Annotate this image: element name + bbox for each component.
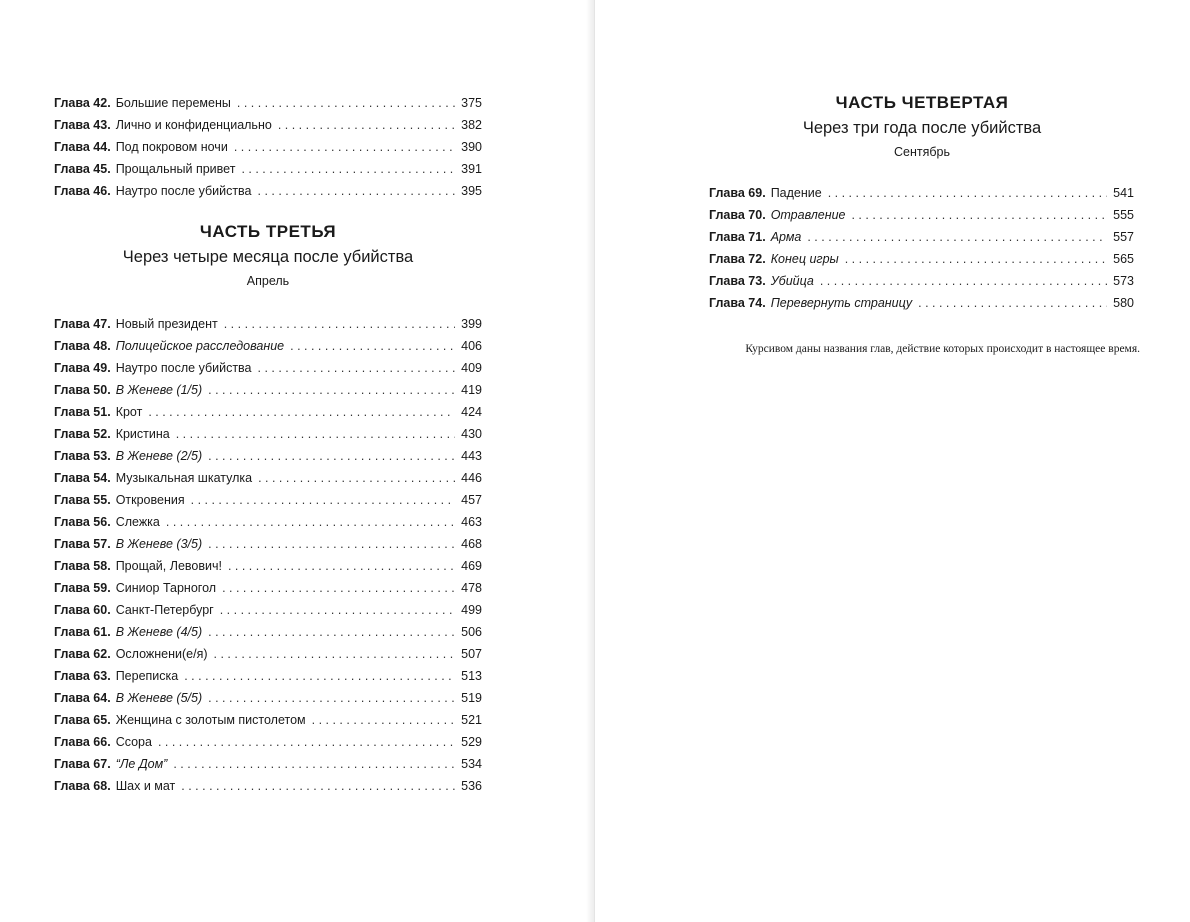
chapter-title: Отравление: [770, 208, 846, 222]
page-number: 399: [461, 317, 482, 331]
toc-entry: [54, 533, 482, 555]
page-number: 468: [461, 537, 482, 551]
chapter-number: Глава 65.: [54, 713, 111, 727]
page-number: 409: [461, 361, 482, 375]
page-number: 375: [461, 96, 482, 110]
toc-entry: [709, 292, 1134, 314]
dot-leader: [258, 357, 455, 379]
dot-leader: [237, 92, 455, 114]
chapter-title: Прощай, Левович!: [115, 559, 222, 573]
dot-leader: [220, 599, 455, 621]
page-number: 395: [461, 184, 482, 198]
toc-list-part-three: [54, 313, 482, 797]
chapter-number: Глава 47.: [54, 317, 111, 331]
chapter-title: Переписка: [115, 669, 179, 683]
chapter-number: Глава 49.: [54, 361, 111, 375]
toc-entry: [709, 270, 1134, 292]
chapter-number: Глава 72.: [709, 252, 766, 266]
chapter-title: В Женеве (2/5): [115, 449, 203, 463]
chapter-title: Полицейское расследование: [115, 339, 285, 353]
page-number: 529: [461, 735, 482, 749]
dot-leader: [222, 577, 455, 599]
chapter-number: Глава 66.: [54, 735, 111, 749]
page-number: 513: [461, 669, 482, 683]
chapter-title: Падение: [770, 186, 822, 200]
italic-note: Курсивом даны названия глав, действие которых происходит в настоящее время.: [745, 343, 1140, 355]
part-subtitle: Через три года после убийства: [802, 119, 1042, 137]
dot-leader: [208, 533, 455, 555]
page-number: 382: [461, 118, 482, 132]
chapter-number: Глава 55.: [54, 493, 111, 507]
page-number: 507: [461, 647, 482, 661]
dot-leader: [166, 511, 455, 533]
part-subtitle: Через четыре месяца после убийства: [122, 248, 414, 266]
page-number: 391: [461, 162, 482, 176]
toc-entry: [54, 335, 482, 357]
dot-leader: [184, 665, 455, 687]
dot-leader: [208, 445, 455, 467]
dot-leader: [191, 489, 455, 511]
chapter-number: Глава 69.: [709, 186, 766, 200]
dot-leader: [208, 687, 455, 709]
chapter-number: Глава 56.: [54, 515, 111, 529]
chapter-number: Глава 53.: [54, 449, 111, 463]
chapter-title: Лично и конфиденциально: [115, 118, 272, 132]
toc-entry: [709, 182, 1134, 204]
chapter-number: Глава 73.: [709, 274, 766, 288]
part-month: Апрель: [246, 274, 290, 288]
chapter-title: Шах и мат: [115, 779, 176, 793]
toc-entry: [54, 313, 482, 335]
part-month: Сентябрь: [894, 145, 950, 159]
toc-entry: [54, 158, 482, 180]
toc-entry: [54, 599, 482, 621]
chapter-number: Глава 46.: [54, 184, 111, 198]
toc-entry: [709, 226, 1134, 248]
dot-leader: [176, 423, 455, 445]
chapter-number: Глава 54.: [54, 471, 111, 485]
page-number: 443: [461, 449, 482, 463]
page-number: 406: [461, 339, 482, 353]
dot-leader: [828, 182, 1107, 204]
part-title: ЧАСТЬ ЧЕТВЕРТАЯ: [835, 93, 1009, 112]
toc-entry: [54, 687, 482, 709]
toc-entry: [54, 136, 482, 158]
toc-entry: [54, 423, 482, 445]
chapter-number: Глава 43.: [54, 118, 111, 132]
chapter-title: Арма: [770, 230, 802, 244]
dot-leader: [214, 643, 455, 665]
chapter-number: Глава 71.: [709, 230, 766, 244]
dot-leader: [228, 555, 455, 577]
toc-entry: [54, 753, 482, 775]
chapter-number: Глава 44.: [54, 140, 111, 154]
toc-entry: [54, 379, 482, 401]
toc-entry: [54, 577, 482, 599]
chapter-title: Ссора: [115, 735, 152, 749]
chapter-title: Музыкальная шкатулка: [115, 471, 253, 485]
dot-leader: [241, 158, 455, 180]
page-number: 506: [461, 625, 482, 639]
page-number: 573: [1113, 274, 1134, 288]
dot-leader: [290, 335, 455, 357]
chapter-title: Санкт-Петербург: [115, 603, 214, 617]
chapter-number: Глава 70.: [709, 208, 766, 222]
chapter-title: Откровения: [115, 493, 185, 507]
dot-leader: [234, 136, 455, 158]
chapter-title: Слежка: [115, 515, 160, 529]
chapter-title: В Женеве (5/5): [115, 691, 203, 705]
chapter-title: Наутро после убийства: [115, 361, 252, 375]
dot-leader: [845, 248, 1107, 270]
page-number: 424: [461, 405, 482, 419]
chapter-number: Глава 63.: [54, 669, 111, 683]
dot-leader: [258, 180, 455, 202]
page-number: 478: [461, 581, 482, 595]
dot-leader: [173, 753, 455, 775]
chapter-title: Большие перемены: [115, 96, 231, 110]
toc-entry: [54, 114, 482, 136]
toc-entry: [54, 489, 482, 511]
dot-leader: [208, 621, 455, 643]
chapter-number: Глава 60.: [54, 603, 111, 617]
dot-leader: [208, 379, 455, 401]
chapter-title: “Ле Дом”: [115, 757, 168, 771]
right-page: [595, 0, 1190, 922]
chapter-title: Прощальный привет: [115, 162, 236, 176]
chapter-number: Глава 48.: [54, 339, 111, 353]
chapter-title: Под покровом ночи: [115, 140, 228, 154]
chapter-number: Глава 58.: [54, 559, 111, 573]
chapter-title: Новый президент: [115, 317, 218, 331]
part-four-heading: [709, 91, 1135, 163]
chapter-number: Глава 64.: [54, 691, 111, 705]
page-number: 430: [461, 427, 482, 441]
dot-leader: [181, 775, 455, 797]
toc-entry: [54, 467, 482, 489]
dot-leader: [258, 467, 455, 489]
page-number: 580: [1113, 296, 1134, 310]
page-number: 521: [461, 713, 482, 727]
chapter-title: Кристина: [115, 427, 170, 441]
toc-entry: [709, 248, 1134, 270]
page-number: 499: [461, 603, 482, 617]
toc-entry: [54, 775, 482, 797]
dot-leader: [918, 292, 1107, 314]
page-number: 463: [461, 515, 482, 529]
chapter-title: Осложнени(е/я): [115, 647, 208, 661]
dot-leader: [224, 313, 455, 335]
chapter-number: Глава 62.: [54, 647, 111, 661]
page-number: 541: [1113, 186, 1134, 200]
chapter-title: Крот: [115, 405, 143, 419]
dot-leader: [148, 401, 455, 423]
toc-entry: [54, 92, 482, 114]
toc-entry: [54, 621, 482, 643]
chapter-number: Глава 59.: [54, 581, 111, 595]
chapter-title: Конец игры: [770, 252, 839, 266]
dot-leader: [278, 114, 455, 136]
part-title: ЧАСТЬ ТРЕТЬЯ: [199, 222, 337, 241]
dot-leader: [158, 731, 455, 753]
toc-entry: [54, 643, 482, 665]
chapter-number: Глава 50.: [54, 383, 111, 397]
toc-entry: [54, 445, 482, 467]
chapter-number: Глава 67.: [54, 757, 111, 771]
chapter-number: Глава 61.: [54, 625, 111, 639]
toc-entry: [54, 665, 482, 687]
toc-list-part-four: [709, 182, 1134, 314]
toc-entry: [54, 709, 482, 731]
toc-entry: [54, 180, 482, 202]
toc-entry: [54, 731, 482, 753]
page-number: 469: [461, 559, 482, 573]
chapter-title: В Женеве (4/5): [115, 625, 203, 639]
chapter-title: Перевернуть страницу: [770, 296, 913, 310]
dot-leader: [312, 709, 455, 731]
chapter-number: Глава 74.: [709, 296, 766, 310]
toc-list-top: [54, 92, 482, 202]
dot-leader: [820, 270, 1107, 292]
toc-entry: [54, 357, 482, 379]
page-number: 457: [461, 493, 482, 507]
chapter-number: Глава 45.: [54, 162, 111, 176]
chapter-number: Глава 42.: [54, 96, 111, 110]
page-number: 534: [461, 757, 482, 771]
chapter-title: Синиор Тарногол: [115, 581, 217, 595]
page-number: 565: [1113, 252, 1134, 266]
page-number: 519: [461, 691, 482, 705]
toc-entry: [54, 401, 482, 423]
toc-entry: [54, 511, 482, 533]
chapter-title: Убийца: [770, 274, 814, 288]
chapter-title: Женщина с золотым пистолетом: [115, 713, 306, 727]
chapter-title: Наутро после убийства: [115, 184, 252, 198]
dot-leader: [851, 204, 1107, 226]
chapter-title: В Женеве (1/5): [115, 383, 203, 397]
page-number: 536: [461, 779, 482, 793]
toc-entry: [709, 204, 1134, 226]
chapter-number: Глава 57.: [54, 537, 111, 551]
page-number: 555: [1113, 208, 1134, 222]
chapter-number: Глава 68.: [54, 779, 111, 793]
chapter-number: Глава 51.: [54, 405, 111, 419]
page-number: 419: [461, 383, 482, 397]
page-number: 557: [1113, 230, 1134, 244]
toc-entry: [54, 555, 482, 577]
page-number: 390: [461, 140, 482, 154]
dot-leader: [807, 226, 1107, 248]
part-three-heading: [54, 220, 482, 292]
chapter-number: Глава 52.: [54, 427, 111, 441]
page-number: 446: [461, 471, 482, 485]
chapter-title: В Женеве (3/5): [115, 537, 203, 551]
